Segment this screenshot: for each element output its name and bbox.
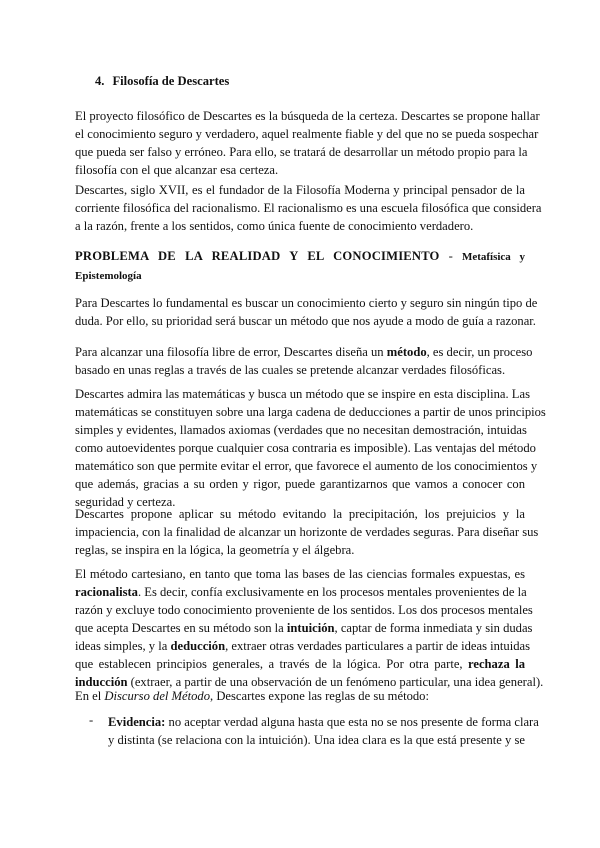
text-line: simples y evidentes, llamados axiomas (verdades que no necesitan demostración, intuidas [75, 423, 527, 437]
text-line: Para Descartes lo fundamental es buscar un conocimiento cierto y seguro sin ningún tipo de [75, 296, 538, 310]
text-run: En el [75, 689, 105, 703]
text-line: Descartes propone aplicar su método evitando la precipitación, los prejuicios y la [75, 507, 525, 521]
text-run: ideas simples, y la [75, 639, 171, 653]
text-line: seguridad y certeza. [75, 495, 176, 509]
bold-racionalista: racionalista [75, 585, 138, 599]
text-run: Para alcanzar una filosofía libre de error, Descartes diseña un [75, 345, 387, 359]
text-line: El método cartesiano, en tanto que toma las bases de las ciencias formales expuestas, es [75, 567, 525, 581]
text-run: , captar de forma inmediata y sin dudas [334, 621, 533, 635]
text-line: reglas, se inspira en la lógica, la geometría y el álgebra. [75, 543, 355, 557]
text-line: a la razón, frente a los sentidos, como única fuente de conocimiento verdadero. [75, 219, 474, 233]
text-line: duda. Por ello, su prioridad será buscar un método que nos ayude a modo de guía a razonar. [75, 314, 536, 328]
bullet-evidencia [108, 713, 539, 749]
bold-rechaza: rechaza la [468, 657, 525, 671]
paragraph-intro-2 [75, 181, 542, 235]
text-line: el conocimiento seguro y verdadero, aquel realmente fiable y del que no se pueda sospechar [75, 127, 539, 141]
problem-heading [75, 247, 525, 285]
problem-subtitle-1: Metafísica y [461, 251, 525, 263]
text-line: corriente filosófica del racionalismo. El racionalismo es una escuela filosófica que considera [75, 201, 542, 215]
paragraph-5 [75, 385, 546, 511]
paragraph-6 [75, 505, 539, 559]
text-line: basado en unas reglas a través de las cuales se pretende alcanzar verdades filosóficas. [75, 363, 506, 377]
text-line: filosofía con el que alcanzar esa certeza. [75, 163, 279, 177]
text-run: (extraer, a partir de una observación de un fenómeno particular, una idea general). [127, 675, 544, 689]
text-line: matemáticas se constituyen sobre una larga cadena de deducciones a partir de unos principios [75, 405, 546, 419]
italic-discurso: Discurso del Método [104, 689, 211, 703]
section-title: Filosofía de Descartes [112, 74, 230, 88]
text-line: que además, gracias a su orden y rigor, puede garantizarnos que vamos a conocer con [75, 477, 525, 491]
text-run: que acepta Descartes en su método son la [75, 621, 287, 635]
paragraph-7 [75, 565, 544, 691]
paragraph-8 [75, 687, 525, 705]
text-line: impaciencia, con la finalidad de alcanzar un horizonte de verdades seguras. Para diseñar sus [75, 525, 539, 539]
text-run: que establecen principios generales, a través de la lógica. Por otra parte, [75, 657, 469, 671]
text-line: Descartes, siglo XVII, es el fundador de la Filosofía Moderna y principal pensador de la [75, 183, 525, 197]
bold-deduccion: deducción [170, 639, 226, 653]
text-run: no aceptar verdad alguna hasta que esta no se nos presente de forma clara [165, 715, 539, 729]
bullet-marker: - [89, 713, 94, 727]
section-number: 4. [95, 74, 105, 88]
text-line: como autoevidentes porque cualquier cosa contraria es imposible). Las ventajas del método [75, 441, 536, 455]
text-line: El proyecto filosófico de Descartes es la búsqueda de la certeza. Descartes se propone hallar [75, 109, 540, 123]
section-heading [95, 74, 229, 89]
bold-induccion: inducción [75, 675, 128, 689]
paragraph-4 [75, 343, 533, 379]
bold-intuicion: intuición [286, 621, 335, 635]
text-run: . Es decir, confía exclusivamente en los procesos mentales provenientes de la [137, 585, 527, 599]
text-run: , es decir, un proceso [426, 345, 533, 359]
bold-evidencia: Evidencia: [108, 715, 166, 729]
problem-title: PROBLEMA DE LA REALIDAD Y EL CONOCIMIENTO [75, 249, 440, 263]
text-line: razón y excluye todo conocimiento proveniente de los sentidos. Los dos procesos mentales [75, 603, 533, 617]
problem-dash: - [439, 249, 462, 263]
text-line: Descartes admira las matemáticas y busca un método que se inspire en esta disciplina. Las [75, 387, 530, 401]
paragraph-3 [75, 294, 538, 330]
text-line: matemático son que permite evitar el error, que favorece el aumento de los conocimientos y [75, 459, 538, 473]
paragraph-intro-1 [75, 107, 540, 179]
problem-subtitle-2: Epistemología [75, 270, 142, 282]
bold-metodo: método [386, 345, 427, 359]
text-line: que pueda ser falso y erróneo. Para ello, se tratará de desarrollar un método propio para la [75, 145, 528, 159]
text-line: y distinta (se relaciona con la intuición). Una idea clara es la que está presente y se [108, 733, 525, 747]
text-run: , extraer otras verdades particulares a partir de ideas intuidas [225, 639, 531, 653]
text-run: , Descartes expone las reglas de su método: [210, 689, 429, 703]
